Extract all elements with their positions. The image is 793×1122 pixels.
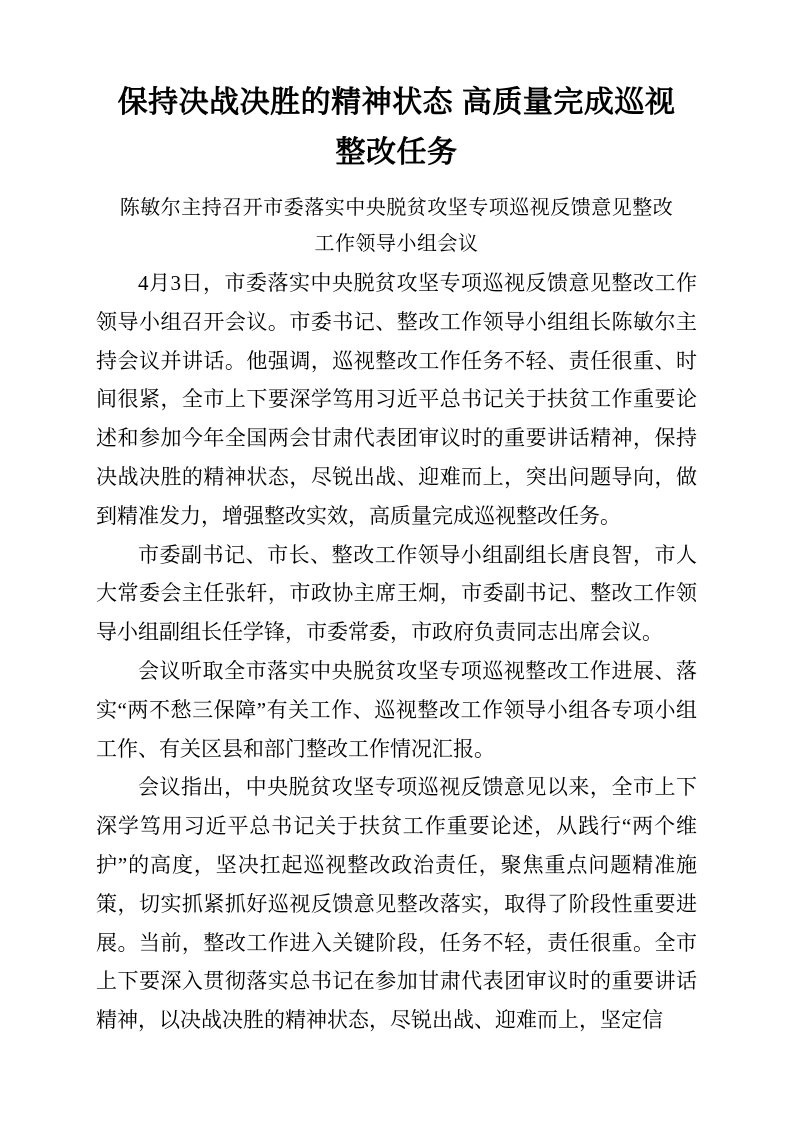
document-body xyxy=(96,264,697,1040)
paragraph-meeting-points: 会议指出，中央脱贫攻坚专项巡视反馈意见以来，全市上下深学笃用习近平总书记关于扶贫工作重要论述，从践行“两个维护”的高度，坚决扛起巡视整改政治责任，聚焦重点问题精准施策，切实抓紧抓好巡视反馈意见整改落实，取得了阶段性重要进展。当前，整改工作进入关键阶段，任务不轻，责任很重。全市上下要深入贯彻落实总书记在参加甘肃代表团审议时的重要讲话精神，以决战决胜的精神状态，尽锐出战、迎难而上，坚定信 xyxy=(96,775,697,1033)
paragraph-attendees: 市委副书记、市长、整改工作领导小组副组长唐良智，市人大常委会主任张轩，市政协主席王炯，市委副书记、整改工作领导小组副组长任学锋，市委常委，市政府负责同志出席会议。 xyxy=(96,542,697,645)
document-subtitle: 陈敏尔主持召开市委落实中央脱贫攻坚专项巡视反馈意见整改工作领导小组会议 xyxy=(119,197,674,255)
document-title: 保持决战决胜的精神状态 高质量完成巡视整改任务 xyxy=(117,86,676,169)
paragraph-meeting-intro: 4月3日，市委落实中央脱贫攻坚专项巡视反馈意见整改工作领导小组召开会议。市委书记、整改工作领导小组组长陈敏尔主持会议并讲话。他强调，巡视整改工作任务不轻、责任很重、时间很紧，全市上下要深学笃用习近平总书记关于扶贫工作重要论述和参加今年全国两会甘肃代表团审议时的重要讲话精神，保持决战决胜的精神状态，尽锐出战、迎难而上，突出问题导向，做到精准发力，增强整改实效，高质量完成巡视整改任务。 xyxy=(96,271,697,528)
paragraph-reports-heard: 会议听取全市落实中央脱贫攻坚专项巡视整改工作进展、落实“两不愁三保障”有关工作、巡视整改工作领导小组各专项小组工作、有关区县和部门整改工作情况汇报。 xyxy=(96,658,697,761)
